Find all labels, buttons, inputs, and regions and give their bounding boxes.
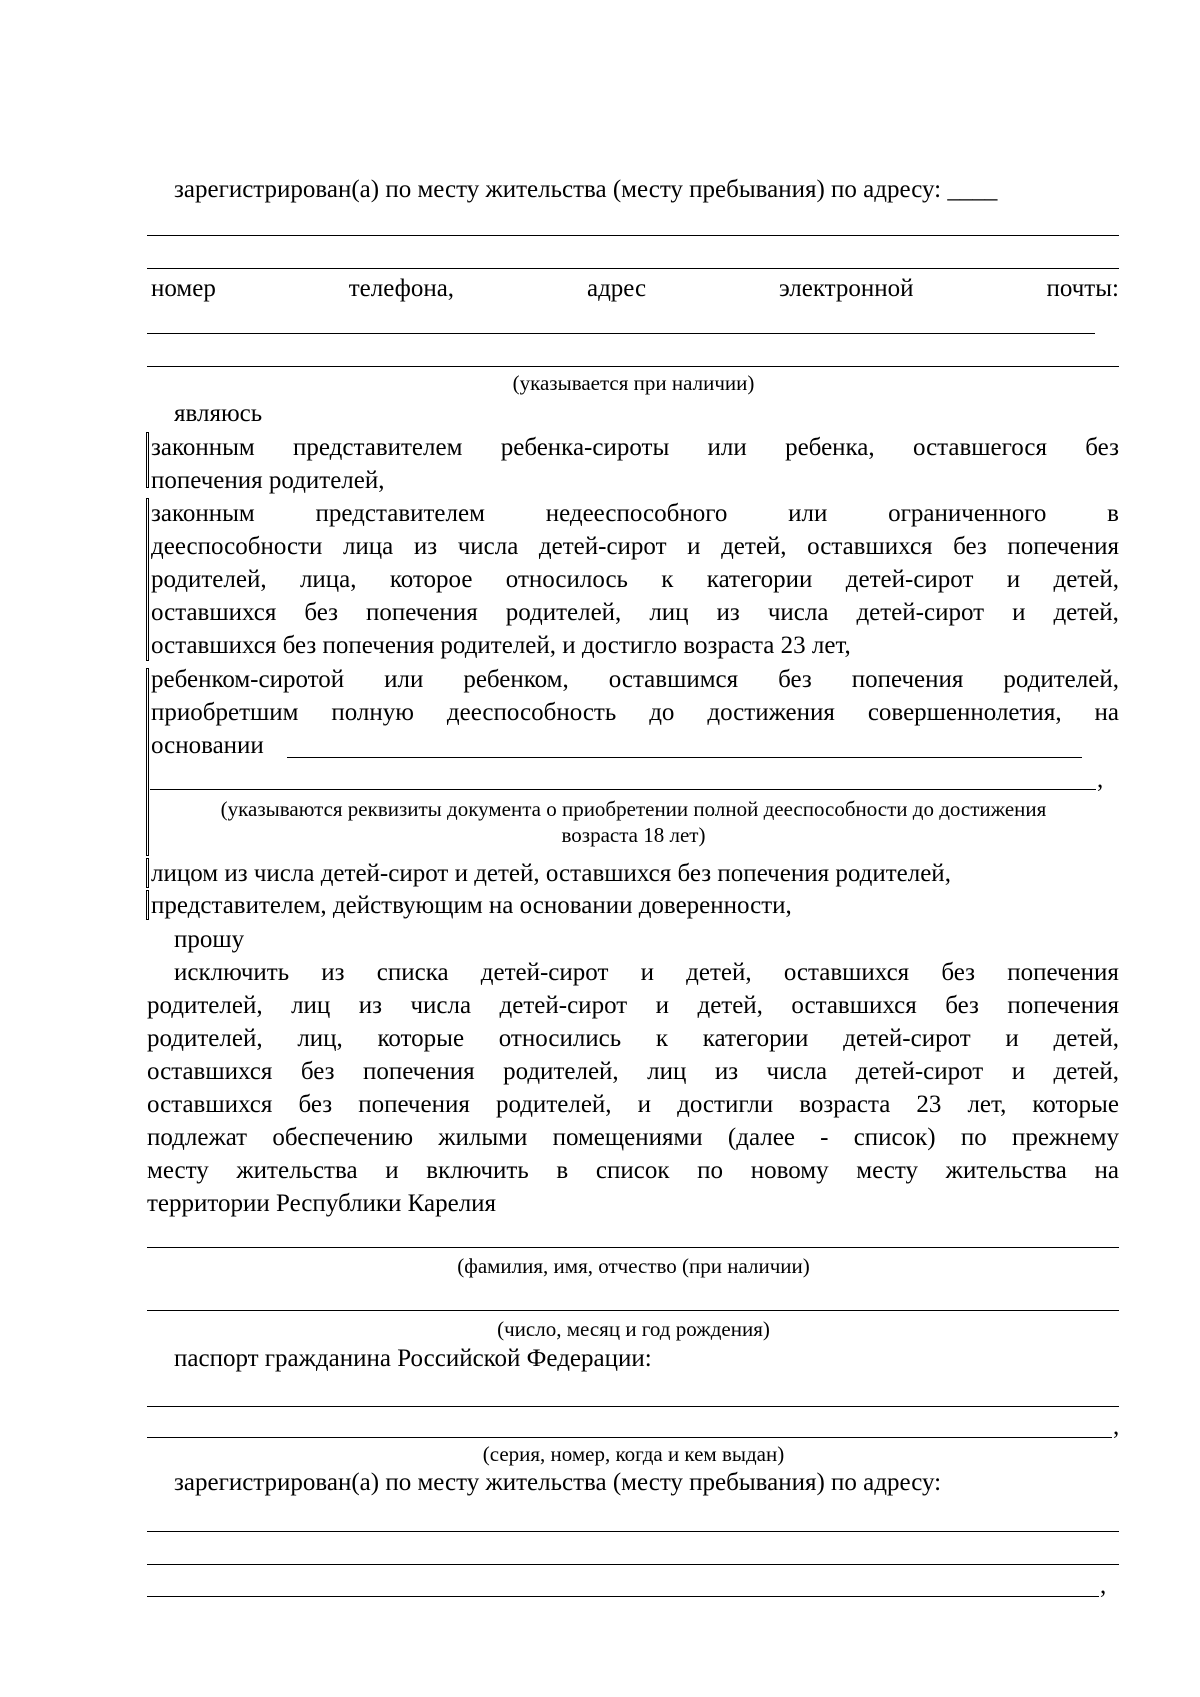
word: в	[556, 1157, 569, 1184]
option-1-line: попечения родителей,	[151, 467, 385, 494]
word: адрес	[586, 275, 647, 302]
word: 23	[916, 1091, 942, 1118]
word: список	[595, 1157, 670, 1184]
checkbox-option-4[interactable]	[146, 858, 149, 888]
word: и	[637, 1091, 652, 1118]
word: без	[941, 959, 976, 986]
basis-comma: ,	[1097, 766, 1104, 793]
word: приобретшим	[151, 699, 299, 726]
word: лиц	[647, 1058, 687, 1085]
word: телефона,	[348, 275, 455, 302]
body-line	[147, 1155, 1119, 1187]
basis-line-1[interactable]	[287, 757, 1082, 758]
word: законным	[151, 434, 255, 461]
word: жилыми	[438, 1124, 528, 1151]
body-line	[147, 990, 1119, 1022]
word: родителей,	[503, 1058, 619, 1085]
footer-comma: ,	[1100, 1572, 1107, 1599]
word: попечения	[1007, 533, 1119, 560]
footer-address-line-1[interactable]	[147, 1531, 1119, 1532]
word: оставшихся	[791, 992, 917, 1019]
word: лиц	[291, 992, 331, 1019]
word: детей,	[1053, 599, 1119, 626]
footer-address-line-2[interactable]	[147, 1564, 1119, 1565]
word: детей,	[1053, 1058, 1119, 1085]
word: обеспечению	[272, 1124, 413, 1151]
passport-line-2[interactable]	[147, 1437, 1112, 1438]
word: попечения	[1007, 959, 1119, 986]
word: жительства	[236, 1157, 358, 1184]
request-label: прошу	[174, 926, 245, 953]
word: оставшихся	[807, 533, 933, 560]
word: по	[697, 1157, 724, 1184]
word: и	[1006, 566, 1021, 593]
word: которое	[389, 566, 473, 593]
word: детей,	[721, 533, 787, 560]
word: дееспособность	[446, 699, 617, 726]
word: детей,	[697, 992, 763, 1019]
option-2-line	[151, 564, 1119, 596]
word: оставшимся	[608, 666, 739, 693]
word: представителем	[293, 434, 463, 461]
checkbox-option-5[interactable]	[146, 890, 149, 920]
word: (далее	[727, 1124, 795, 1151]
contact-line-2[interactable]	[147, 366, 1119, 367]
passport-line-1[interactable]	[147, 1406, 1119, 1407]
word: помещениями	[552, 1124, 703, 1151]
word: детей,	[686, 959, 752, 986]
word: совершеннолетия,	[867, 699, 1062, 726]
word: оставшихся	[147, 1058, 273, 1085]
address-line-1[interactable]	[147, 235, 1119, 236]
caption-dob: (число, месяц и год рождения)	[497, 1317, 770, 1341]
caption-optional: (указывается при наличии)	[512, 371, 755, 395]
word: детей-сирот	[855, 1058, 984, 1085]
body-line	[174, 957, 1119, 989]
word: и	[1011, 1058, 1026, 1085]
word: без	[953, 533, 987, 560]
option-4-line: лицом из числа детей-сирот и детей, оставшихся без попечения родителей,	[151, 860, 951, 887]
word: детей-сирот	[843, 1025, 971, 1052]
word: список)	[853, 1124, 936, 1151]
word: ребенком-сиротой	[151, 666, 345, 693]
word: детей,	[1053, 1025, 1119, 1052]
word: попечения	[851, 666, 964, 693]
word: на	[1094, 699, 1119, 726]
iam-label: являюсь	[174, 400, 263, 427]
word: из	[413, 533, 438, 560]
caption-fio: (фамилия, имя, отчество (при наличии)	[457, 1254, 810, 1278]
word: исключить	[174, 959, 290, 986]
word: достижения	[707, 699, 835, 726]
word: числа	[457, 533, 519, 560]
word: к	[655, 1025, 669, 1052]
word: жительства	[945, 1157, 1067, 1184]
word: или	[788, 500, 828, 527]
word: по	[960, 1124, 987, 1151]
word: попечения	[358, 1091, 470, 1118]
word: лет,	[967, 1091, 1007, 1118]
word: достигли	[677, 1091, 774, 1118]
word: в	[1107, 500, 1119, 527]
option-5-line: представителем, действующим на основании доверенности,	[151, 892, 792, 919]
word: оставшихся	[147, 1091, 273, 1118]
caption-passport: (серия, номер, когда и кем выдан)	[482, 1442, 785, 1466]
word: дееспособности	[151, 533, 323, 560]
option-2-line: оставшихся без попечения родителей, и достигло возраста 23 лет,	[151, 632, 851, 659]
word: категории	[706, 566, 813, 593]
word: недееспособного	[545, 500, 728, 527]
word: из	[714, 1058, 739, 1085]
word: без	[298, 1091, 333, 1118]
word: ребенка-сироты	[500, 434, 670, 461]
word: попечения	[1007, 992, 1119, 1019]
word: числа	[767, 599, 829, 626]
word: оставшихся	[151, 599, 277, 626]
word: включить	[426, 1157, 529, 1184]
footer-registered-label: зарегистрирован(а) по месту жительства (месту пребывания) по адресу:	[174, 1469, 942, 1496]
word: детей-сирот	[856, 599, 985, 626]
word: или	[384, 666, 424, 693]
word: почты:	[1046, 275, 1119, 302]
word: и	[1005, 1025, 1019, 1052]
footer-address-line-3[interactable]	[147, 1596, 1099, 1597]
basis-line-2[interactable]	[150, 789, 1096, 790]
word: без	[778, 666, 812, 693]
body-line: территории Республики Карелия	[147, 1190, 497, 1217]
checkbox-option-1[interactable]	[146, 432, 149, 488]
word: детей,	[1053, 566, 1119, 593]
option-2-line	[151, 597, 1119, 629]
contact-line-1[interactable]	[147, 333, 1095, 334]
word: из	[358, 992, 383, 1019]
option-2-line	[151, 531, 1119, 563]
word: на	[1094, 1157, 1119, 1184]
word: лица,	[299, 566, 357, 593]
word: родителей,	[505, 599, 622, 626]
word: -	[820, 1124, 829, 1151]
option-1-line	[151, 432, 1119, 464]
caption-document-details: возраста 18 лет)	[561, 823, 706, 847]
word: и	[687, 533, 701, 560]
option-3-line: основании	[151, 732, 264, 759]
word: без	[945, 992, 979, 1019]
caption-document-details: (указываются реквизиты документа о приобретении полной дееспособности до достижения	[220, 797, 1047, 821]
word: к	[661, 566, 674, 593]
word: которые	[1032, 1091, 1119, 1118]
word: которые	[377, 1025, 465, 1052]
word: лица	[342, 533, 394, 560]
word: детей-сирот	[538, 533, 667, 560]
word: категории	[702, 1025, 809, 1052]
word: подлежат	[147, 1124, 248, 1151]
word: и	[655, 992, 670, 1019]
word: ребенка,	[785, 434, 875, 461]
word: лиц	[649, 599, 689, 626]
registered-address-label: зарегистрирован(а) по месту жительства (месту пребывания) по адресу: ____	[174, 176, 998, 203]
word: списка	[376, 959, 449, 986]
word: детей-сирот	[499, 992, 628, 1019]
word: относились	[498, 1025, 622, 1052]
option-3-line	[151, 697, 1119, 729]
passport-label: паспорт гражданина Российской Федерации:	[174, 1345, 652, 1372]
dob-line[interactable]	[147, 1310, 1119, 1311]
word: родителей,	[147, 992, 263, 1019]
word: оставшихся	[783, 959, 910, 986]
word: родителей,	[1003, 666, 1119, 693]
body-line	[147, 1122, 1119, 1154]
word: или	[707, 434, 747, 461]
word: без	[300, 1058, 335, 1085]
option-2-line	[151, 498, 1119, 530]
word: ребенком,	[463, 666, 569, 693]
contact-label	[151, 273, 1119, 305]
option-3-line	[151, 664, 1119, 696]
word: и	[385, 1157, 399, 1184]
word: представителем	[315, 500, 485, 527]
word: попечения	[362, 1058, 475, 1085]
address-line-2[interactable]	[147, 268, 1119, 269]
word: и	[640, 959, 654, 986]
word: родителей,	[151, 566, 267, 593]
word: электронной	[779, 275, 914, 302]
word: прежнему	[1011, 1124, 1119, 1151]
word: детей-сирот	[480, 959, 609, 986]
word: новому	[750, 1157, 829, 1184]
word: и	[1012, 599, 1026, 626]
checkbox-option-2[interactable]	[146, 498, 149, 661]
word: лиц,	[297, 1025, 343, 1052]
word: законным	[151, 500, 255, 527]
word: до	[649, 699, 675, 726]
word: из	[321, 959, 345, 986]
body-line	[147, 1056, 1119, 1088]
word: родителей,	[147, 1025, 263, 1052]
word: оставшегося	[912, 434, 1047, 461]
body-line	[147, 1023, 1119, 1055]
word: полную	[331, 699, 414, 726]
word: числа	[766, 1058, 828, 1085]
fio-line[interactable]	[147, 1247, 1119, 1248]
word: родителей,	[495, 1091, 612, 1118]
word: месту	[147, 1157, 209, 1184]
word: месту	[856, 1157, 918, 1184]
word: без	[304, 599, 339, 626]
body-line	[147, 1089, 1119, 1121]
passport-comma: ,	[1113, 1413, 1120, 1440]
word: номер	[151, 275, 216, 302]
word: из	[716, 599, 740, 626]
word: без	[1085, 434, 1119, 461]
word: возраста	[799, 1091, 891, 1118]
word: попечения	[366, 599, 478, 626]
word: детей-сирот	[845, 566, 974, 593]
word: ограниченного	[888, 500, 1047, 527]
word: относилось	[505, 566, 628, 593]
word: числа	[410, 992, 472, 1019]
